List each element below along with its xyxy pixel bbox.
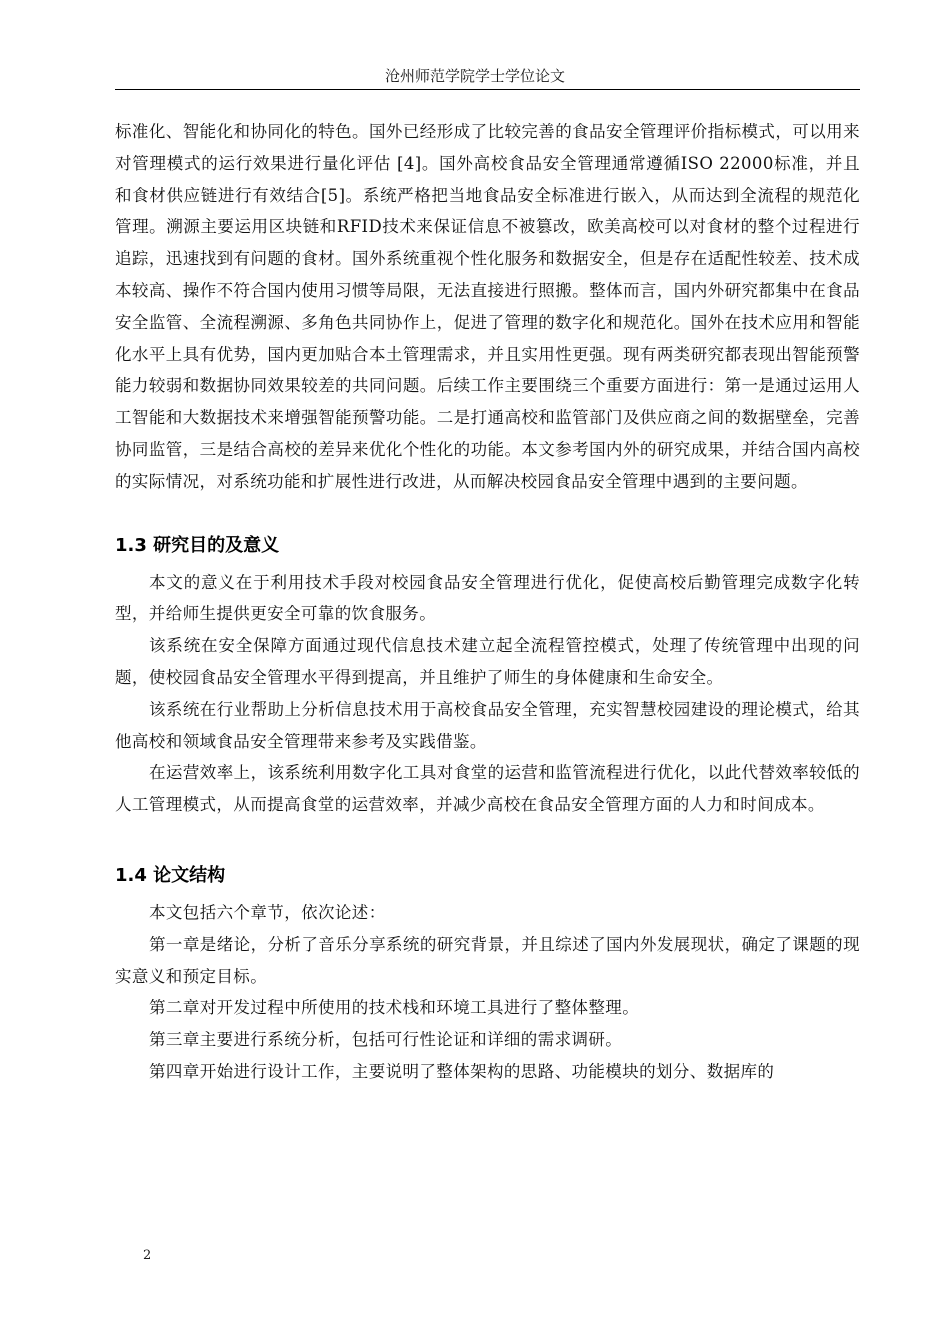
page-number: 2: [143, 1248, 152, 1263]
running-header: 沧州师范学院学士学位论文: [384, 67, 565, 85]
intro-paragraph: 标准化、智能化和协同化的特色。国外已经形成了比较完善的食品安全管理评价指标模式，可以用来对管理模式的运行效果进行量化评估 [4]。国外高校食品安全管理通常遵循ISO 22000标准，并且和食材供应链进行有效结合[5]。系统严格把当地食品安全标准进行嵌入，从而达到全流程的规范化管理。溯源主要运用区块链和RFID技术来保证信息不被篡改，欧美高校可以对食材的整个过程进行追踪，迅速找到有问题的食材。国外系统重视个性化服务和数据安全，但是存在适配性较差、技术成本较高、操作不符合国内使用习惯等局限，无法直接进行照搬。整体而言，国内外研究都集中在食品安全监管、全流程溯源、多角色共同协作上，促进了管理的数字化和规范化。国外在技术应用和智能化水平上具有优势，国内更加贴合本土管理需求，并且实用性更强。现有两类研究都表现出智能预警能力较弱和数据协同效果较差的共同问题。后续工作主要围绕三个重要方面进行：第一是通过运用人工智能和大数据技术来增强智能预警功能。二是打通高校和监管部门及供应商之间的数据壁垒，完善协同监管，三是结合高校的差异来优化个性化的功能。本文参考国内外的研究成果，并结合国内高校的实际情况，对系统功能和扩展性进行改进，从而解决校园食品安全管理中遇到的主要问题。: [115, 122, 860, 491]
section-1-4-paragraph: 第一章是绪论，分析了音乐分享系统的研究背景，并且综述了国内外发展现状，确定了课题的现实意义和预定目标。: [115, 934, 860, 986]
section-1-4-paragraph: 本文包括六个章节，依次论述：: [149, 902, 386, 922]
section-1-4-paragraph: 第二章对开发过程中所使用的技术栈和环境工具进行了整体整理。: [149, 998, 640, 1018]
header-divider: [115, 89, 860, 90]
section-1-3-paragraph: 在运营效率上，该系统利用数字化工具对食堂的运营和监管流程进行优化，以此代替效率较低的人工管理模式，从而提高食堂的运营效率，并减少高校在食品安全管理方面的人力和时间成本。: [115, 763, 860, 815]
page-body: [115, 116, 860, 1088]
section-1-4-paragraph: 第三章主要进行系统分析，包括可行性论证和详细的需求调研。: [149, 1030, 623, 1050]
section-1-3-paragraph: 该系统在安全保障方面通过现代信息技术建立起全流程管控模式，处理了传统管理中出现的问题，使校园食品安全管理水平得到提高，并且维护了师生的身体健康和生命安全。: [115, 636, 860, 687]
section-1-3-paragraph: 该系统在行业帮助上分析信息技术用于高校食品安全管理，充实智慧校园建设的理论模式，给其他高校和领域食品安全管理带来参考及实践借鉴。: [115, 699, 860, 751]
section-heading-1-3: 1.3 研究目的及意义: [115, 534, 280, 556]
section-heading-1-4: 1.4 论文结构: [115, 864, 226, 886]
section-1-3-paragraph: 本文的意义在于利用技术手段对校园食品安全管理进行优化，促使高校后勤管理完成数字化转型，并给师生提供更安全可靠的饮食服务。: [115, 572, 860, 624]
section-1-4-paragraph: 第四章开始进行设计工作，主要说明了整体架构的思路、功能模块的划分、数据库的: [149, 1061, 775, 1081]
